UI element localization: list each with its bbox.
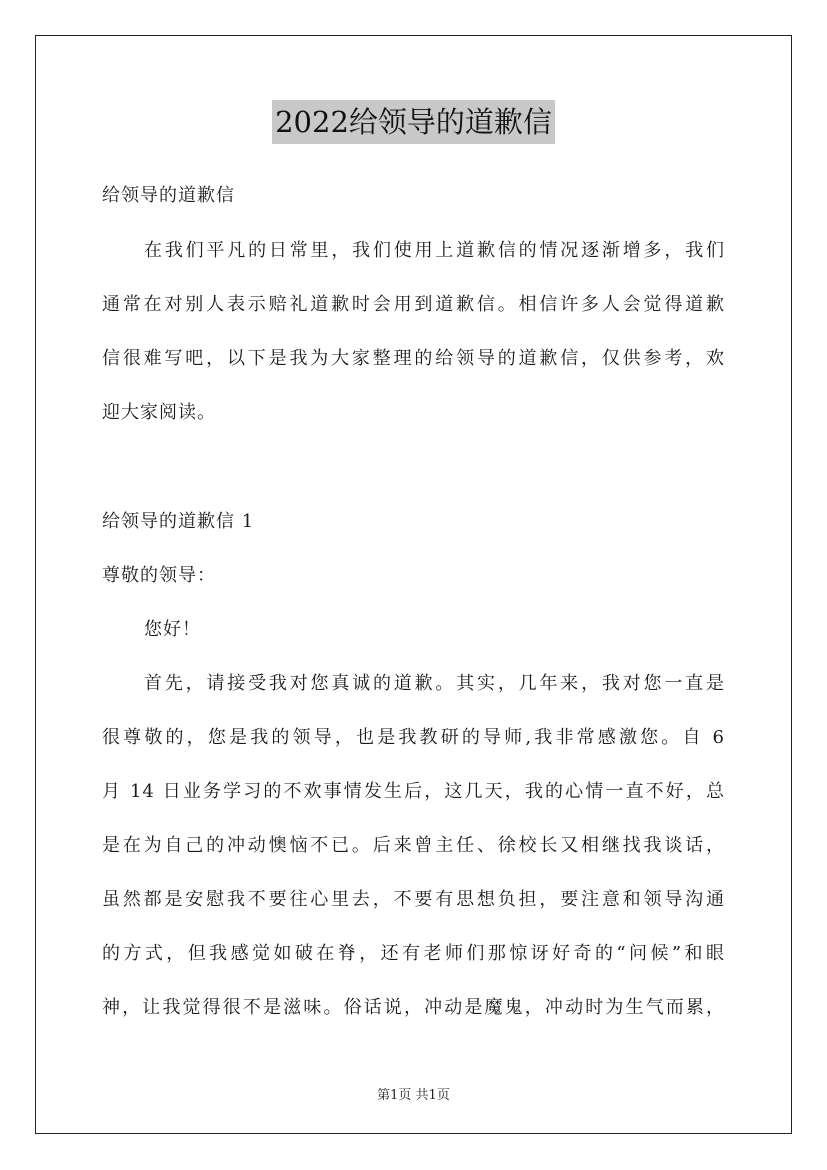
intro-line: 通常在对别人表示赔礼道歉时会用到道歉信。相信许多人会觉得道歉 [102,294,725,315]
body-line: 是在为自己的冲动懊恼不已。后来曾主任、徐校长又相继找我谈话， [102,835,725,856]
intro-line: 在我们平凡的日常里，我们使用上道歉信的情况逐渐增多，我们 [144,240,725,261]
intro-line: 信很难写吧，以下是我为大家整理的给领导的道歉信，仅供参考，欢 [102,348,725,369]
body-line: 月 14 日业务学习的不欢事情发生后，这几天，我的心情一直不好，总 [102,781,725,802]
body-line: 首先，请接受我对您真诚的道歉。其实，几年来，我对您一直是 [144,673,725,694]
salutation: 尊敬的领导： [102,565,216,586]
document-title-wrap [0,100,827,144]
subtitle: 给领导的道歉信 [102,185,235,206]
body-line: 很尊敬的，您是我的领导，也是我教研的导师,我非常感激您。自 6 [102,727,725,748]
greeting: 您好！ [144,619,201,640]
document-title: 2022给领导的道歉信 [272,100,555,144]
intro-line: 迎大家阅读。 [102,402,216,423]
body-line: 的方式，但我感觉如破在脊，还有老师们那惊讶好奇的“问候”和眼 [102,943,725,964]
body-line: 神，让我觉得很不是滋味。俗话说，冲动是魔鬼，冲动时为生气而累， [102,997,725,1018]
section-heading: 给领导的道歉信 1 [102,511,255,532]
page-number: 第1页 共1页 [377,1088,450,1103]
body-line: 虽然都是安慰我不要往心里去，不要有思想负担，要注意和领导沟通 [102,889,725,910]
